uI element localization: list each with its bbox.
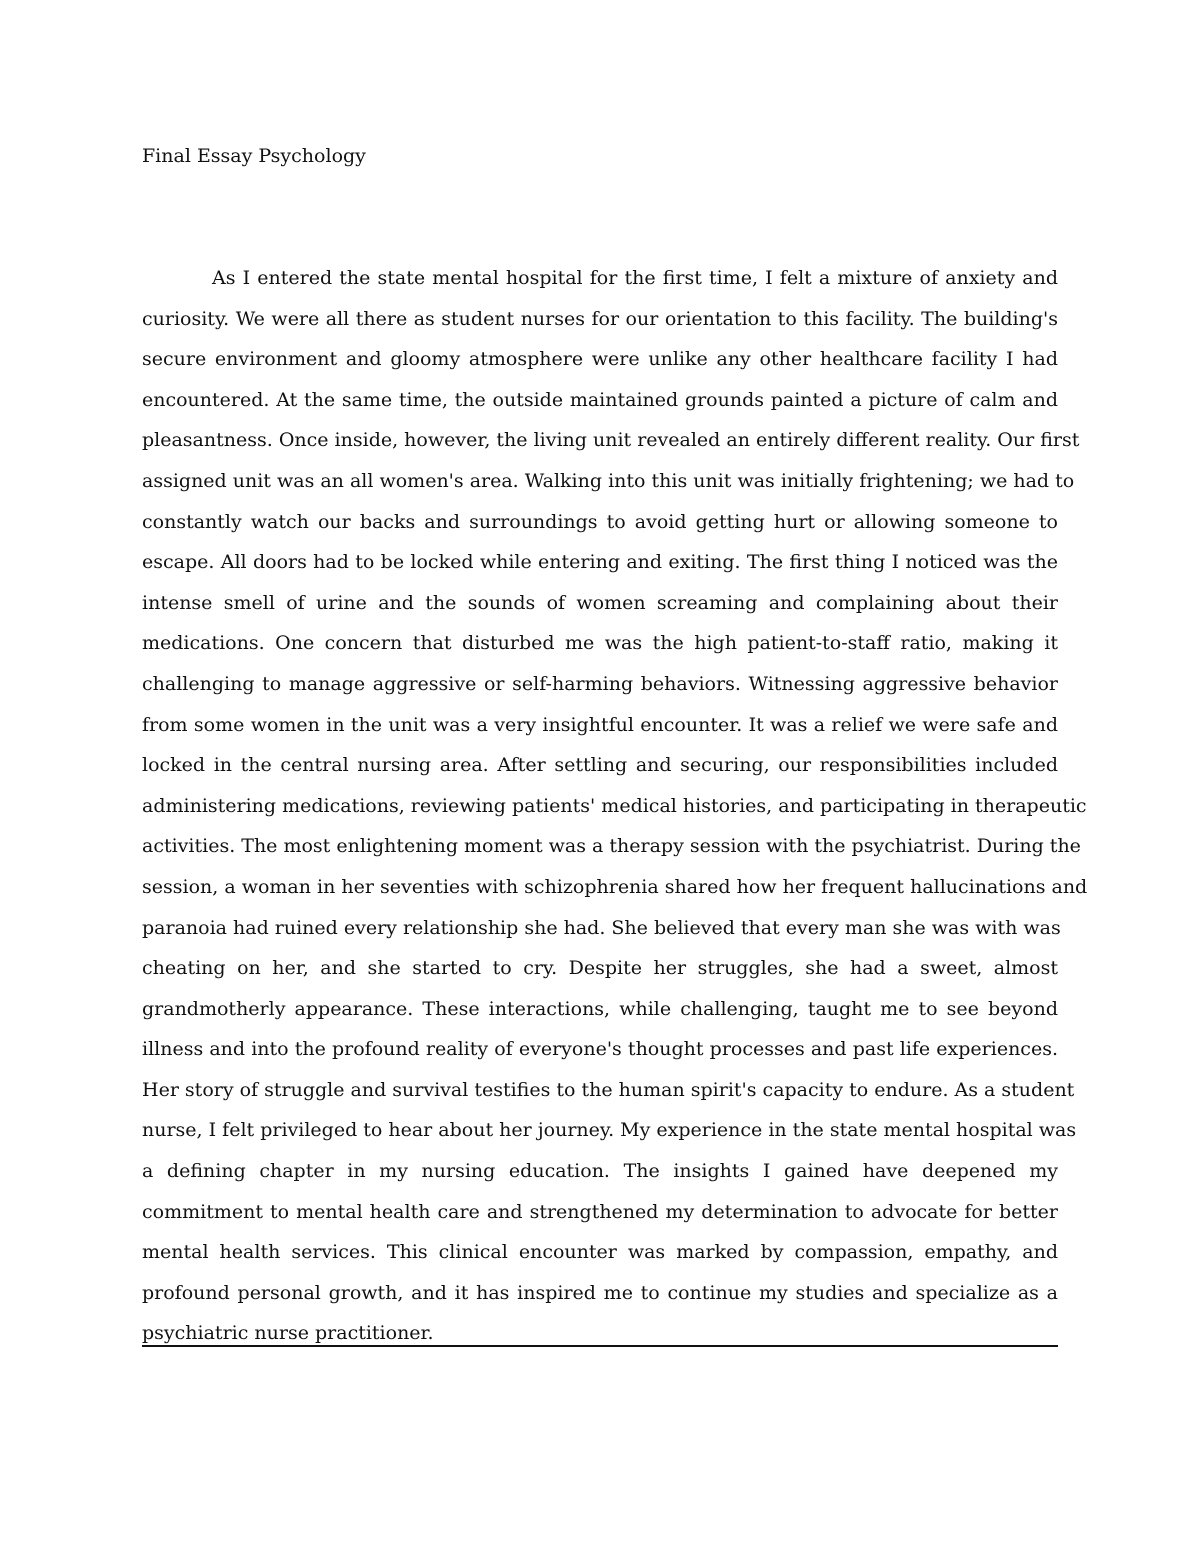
body-line: locked in the central nursing area. After settling and securing, our responsibilities included <box>142 754 1058 777</box>
body-line: mental health services. This clinical encounter was marked by compassion, empathy, and <box>142 1241 1058 1264</box>
body-line: illness and into the profound reality of everyone's thought processes and past life experiences. <box>142 1038 1058 1061</box>
body-line: administering medications, reviewing patients' medical histories, and participating in therapeutic <box>142 794 1087 817</box>
body-line: from some women in the unit was a very insightful encounter. It was a relief we were safe and <box>142 713 1058 736</box>
body-line: secure environment and gloomy atmosphere were unlike any other healthcare facility I had <box>142 348 1058 371</box>
body-line: challenging to manage aggressive or self-harming behaviors. Witnessing aggressive behavior <box>142 672 1058 695</box>
body-line: encountered. At the same time, the outside maintained grounds painted a picture of calm and <box>142 388 1058 411</box>
body-line: a defining chapter in my nursing education. The insights I gained have deepened my <box>142 1160 1058 1183</box>
body-line: paranoia had ruined every relationship she had. She believed that every man she was with was <box>142 916 1061 939</box>
body-line: curiosity. We were all there as student nurses for our orientation to this facility. The building's <box>142 307 1058 330</box>
body-line: nurse, I felt privileged to hear about her journey. My experience in the state mental hospital was <box>142 1119 1077 1142</box>
body-line: As I entered the state mental hospital for the first time, I felt a mixture of anxiety and <box>212 267 1058 289</box>
body-line: pleasantness. Once inside, however, the living unit revealed an entirely different reality. Our first <box>142 429 1080 452</box>
document-title: Final Essay Psychology <box>142 145 366 167</box>
body-line: grandmotherly appearance. These interactions, while challenging, taught me to see beyond <box>142 997 1058 1020</box>
body-line: escape. All doors had to be locked while entering and exiting. The first thing I noticed was the <box>142 551 1058 574</box>
body-line: Her story of struggle and survival testifies to the human spirit's capacity to endure. As a student <box>142 1078 1075 1101</box>
bottom-rule <box>142 1345 1058 1347</box>
body-line: cheating on her, and she started to cry. Despite her struggles, she had a sweet, almost <box>142 957 1058 980</box>
body-line: profound personal growth, and it has inspired me to continue my studies and specialize as a <box>142 1281 1058 1304</box>
body-line: constantly watch our backs and surroundings to avoid getting hurt or allowing someone to <box>142 510 1058 533</box>
body-line: medications. One concern that disturbed me was the high patient-to-staff ratio, making it <box>142 632 1058 655</box>
body-line: activities. The most enlightening moment was a therapy session with the psychiatrist. During the <box>142 835 1081 858</box>
body-line: intense smell of urine and the sounds of women screaming and complaining about their <box>142 591 1058 614</box>
body-line: session, a woman in her seventies with schizophrenia shared how her frequent hallucinations and <box>142 875 1088 898</box>
body-line: assigned unit was an all women's area. Walking into this unit was initially frightening; we had to <box>142 469 1075 492</box>
essay-body <box>142 258 1088 1354</box>
body-line: commitment to mental health care and strengthened my determination to advocate for better <box>142 1200 1058 1223</box>
body-line: psychiatric nurse practitioner. <box>142 1322 434 1345</box>
